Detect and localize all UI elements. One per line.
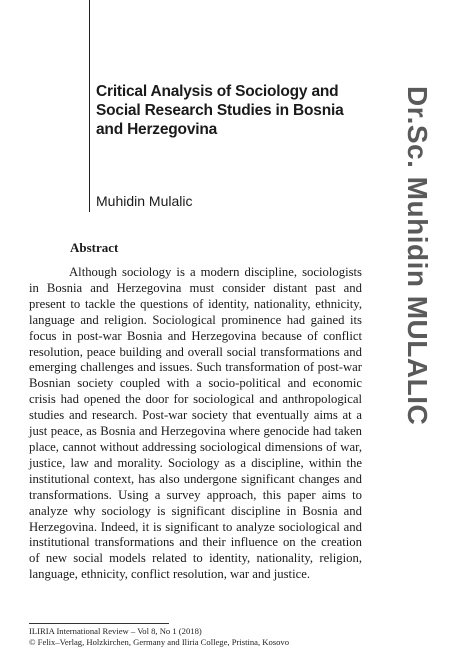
abstract-body: Although sociology is a modern discipline, sociologists in Bosnia and Herzegovina must consider distant past and present to tackle the questions of identity, nationality, ethnicity, language and religion. Sociological prominence had gained its focus in post-war Bosnia and Herzegovina because of conflict resolution, peace building and overall social transformations and emerging challenges and issues. Such transformation of post-war Bosnian society coupled with a socio-political and economic crisis had opened the door for sociological and anthropological studies and research. Post-war society that eventually aims at a just peace, as Bosnia and Herzegovina where genocide had taken place, cannot without addressing sociological dimensions of war, justice, law and morality. Sociology as a discipline, within the institutional context, has also undergone significant changes and transformations. Using a survey approach, this paper aims to analyze why sociology is significant discipline in Bosnia and Herzegovina. Indeed, it is significant to analyze sociological and institutional transformations and their influence on the creation of new social models related to identity, nationality, religion, language, ethnicity, conflict resolution, war and justice. <box>29 265 362 582</box>
footer <box>29 626 289 648</box>
author-name: Muhidin Mulalic <box>96 193 193 209</box>
vertical-author-banner: Dr.Sc. Muhidin MULALIC <box>402 86 433 426</box>
footer-journal: ILIRIA International Review – Vol 8, No 1 (2018) <box>29 626 202 636</box>
paper-title: Critical Analysis of Sociology and Social Research Studies in Bosnia and Herzegovina <box>96 83 344 138</box>
footer-rule <box>29 623 169 624</box>
left-vertical-rule <box>89 0 90 212</box>
footer-copyright: © Felix–Verlag, Holzkirchen, Germany and Iliria College, Pristina, Kosovo <box>29 637 289 647</box>
abstract-heading: Abstract <box>70 240 119 255</box>
